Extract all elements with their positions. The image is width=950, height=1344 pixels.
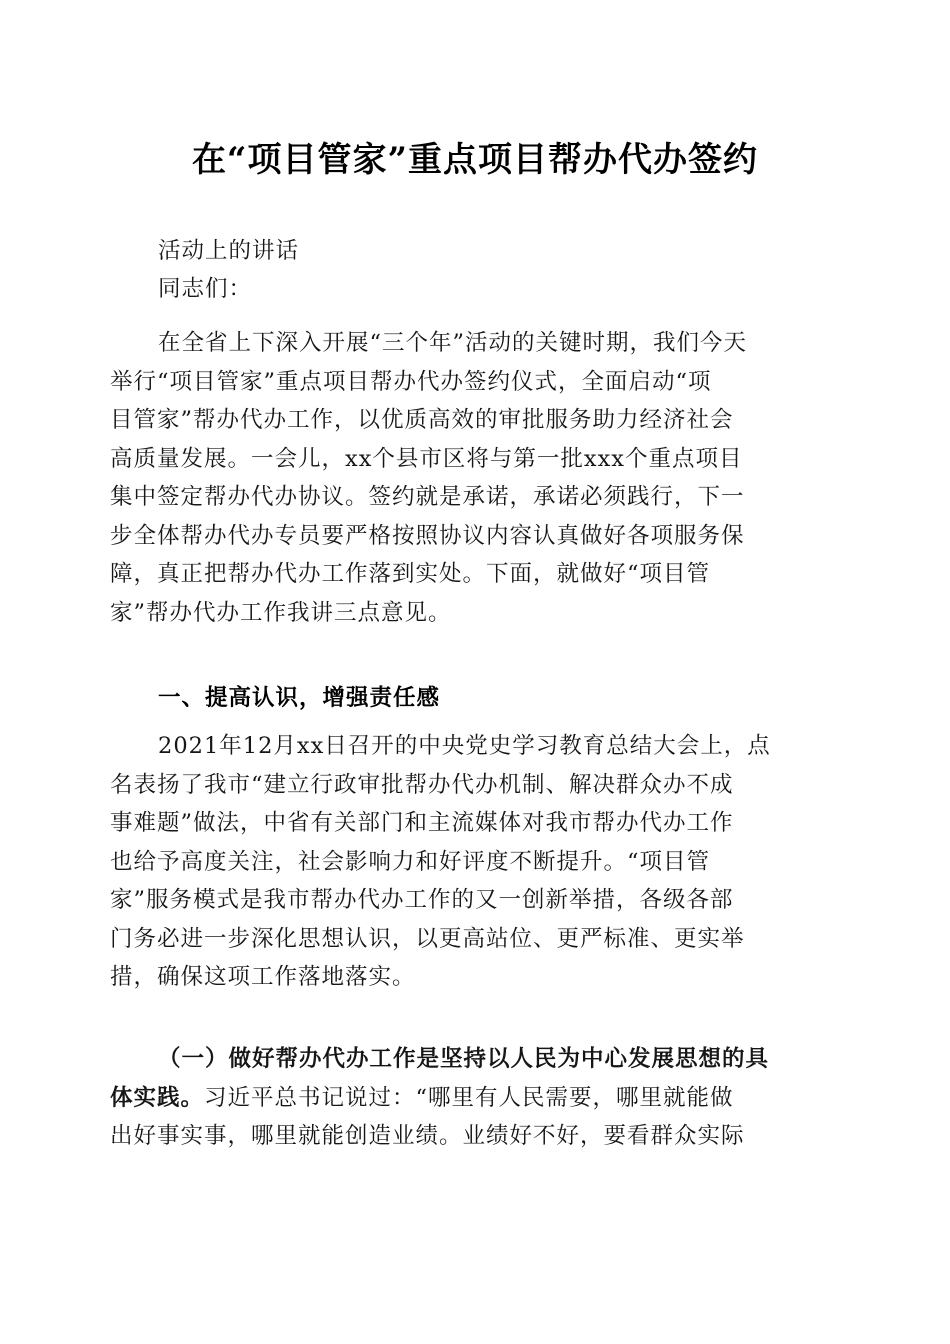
paragraph-3-lead: （一）做好帮办代办工作是坚持以人民为中心发展思想的具 xyxy=(158,1046,770,1072)
paragraph-3-line-2: 习近平总书记说过：“哪里有人民需要，哪里就能做 xyxy=(204,1084,734,1111)
paragraph-1 xyxy=(110,324,830,632)
paragraph-line: 措，确保这项工作落地落实。 xyxy=(110,964,416,990)
paragraph-line: 目管家”帮办代办工作，以优质高效的审批服务助力经济社会 xyxy=(110,407,734,433)
paragraph-line: 门务必进一步深化思想认识，以更高站位、更严标准、更实举 xyxy=(110,925,745,952)
paragraph-3 xyxy=(110,1040,830,1156)
paragraph-line: 高质量发展。一会儿，xx个县市区将与第一批xxx个重点项目 xyxy=(110,445,743,472)
document-title: 在“项目管家”重点项目帮办代办签约 xyxy=(191,140,759,180)
paragraph-line: 也给予高度关注，社会影响力和好评度不断提升。“项目管 xyxy=(110,848,711,875)
paragraph-line: 集中签定帮办代办协议。签约就是承诺，承诺必须践行，下一 xyxy=(110,484,745,510)
paragraph-line: 家”服务模式是我市帮办代办工作的又一创新举措，各级各部 xyxy=(110,887,734,913)
paragraph-line: 家”帮办代办工作我讲三点意见。 xyxy=(110,599,452,626)
paragraph-line: 事难题”做法，中省有关部门和主流媒体对我市帮办代办工作 xyxy=(110,810,734,836)
salutation: 同志们： xyxy=(158,276,253,302)
paragraph-2 xyxy=(110,727,830,997)
paragraph-line: 举行“项目管家”重点项目帮办代办签约仪式，全面启动“项 xyxy=(110,368,712,395)
paragraph-line: 2021年12月xx日召开的中央党史学习教育总结大会上，点 xyxy=(158,733,771,759)
paragraph-line xyxy=(110,1079,830,1118)
paragraph-line: 障，真正把帮办代办工作落到实处。下面，就做好“项目管 xyxy=(110,561,711,587)
paragraph-line: 出好事实事，哪里就能创造业绩。业绩好不好，要看群众实际 xyxy=(110,1123,745,1149)
paragraph-line: 步全体帮办代办专员要严格按照协议内容认真做好各项服务保 xyxy=(110,522,745,549)
paragraph-line: 名表扬了我市“建立行政审批帮办代办机制、解决群众办不成 xyxy=(110,771,734,798)
paragraph-line: 在全省上下深入开展“三个年”活动的关键时期，我们今天 xyxy=(158,330,748,356)
subtitle-line: 活动上的讲话 xyxy=(158,238,300,264)
paragraph-3-lead-cont: 体实践。 xyxy=(110,1084,205,1111)
section-1-heading: 一、提高认识，增强责任感 xyxy=(158,685,441,711)
